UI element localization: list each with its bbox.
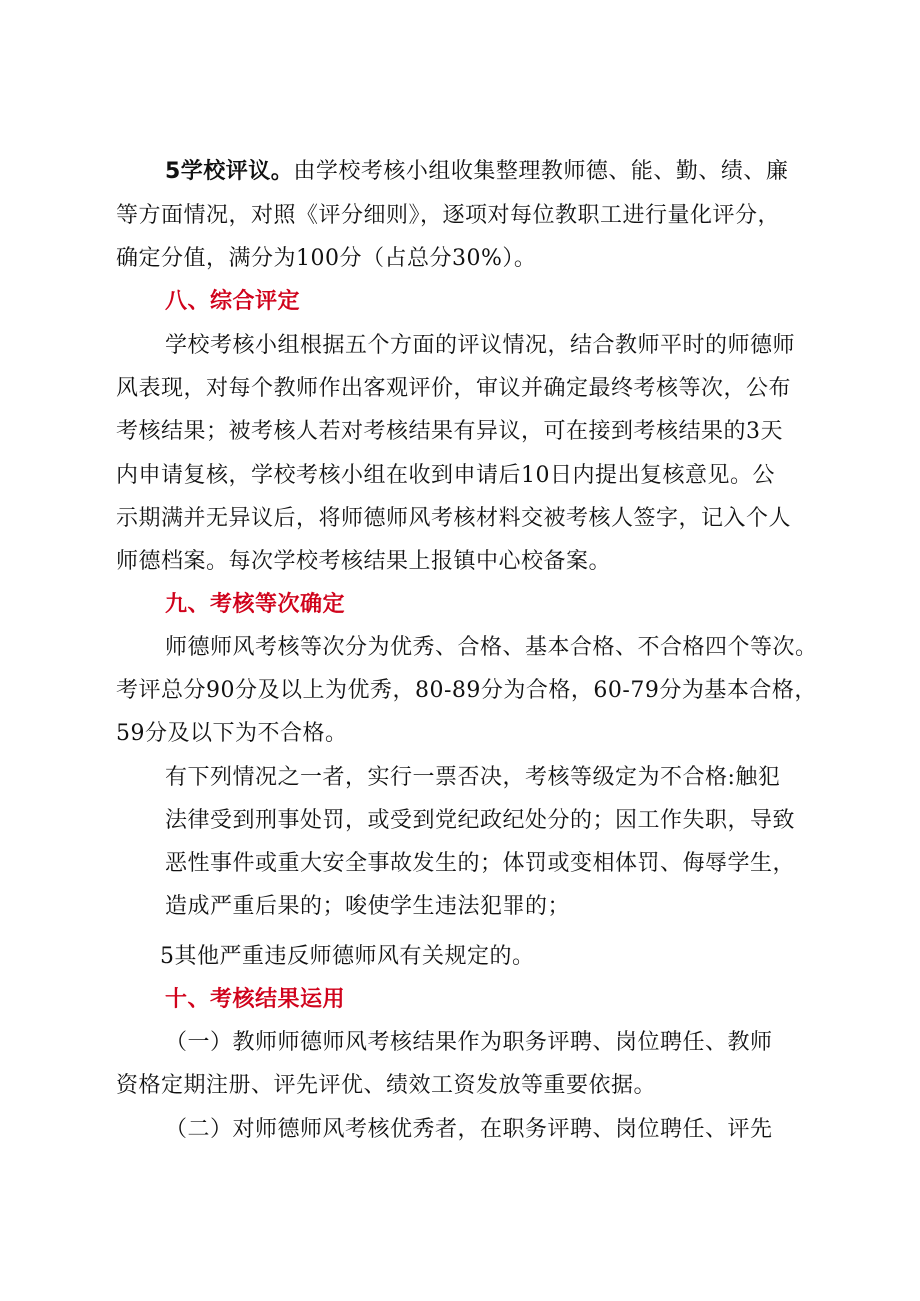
section8-line-5: 示期满并无异议后，将师德师风考核材料交被考核人签字，记入个人 — [116, 506, 792, 531]
section9-veto-line-4: 造成严重后果的；唆使学生违法犯罪的； — [165, 894, 571, 919]
section8-heading: 八、综合评定 — [165, 289, 301, 314]
section8-line-3: 考核结果；被考核人若对考核结果有异议，可在接到考核结果的3天 — [116, 419, 783, 444]
section5-line-2: 等方面情况，对照《评分细则》，逐项对每位教职工进行量化评分， — [116, 203, 781, 228]
section9-heading: 九、考核等次确定 — [165, 592, 346, 617]
section8-line-2: 风表现，对每个教师作出客观评价，审议并确定最终考核等次，公布 — [116, 376, 792, 401]
section8-line-4: 内申请复核，学校考核小组在收到申请后10日内提出复核意见。公 — [116, 463, 775, 488]
section9-item-5: 5其他严重违反师德师风有关规定的。 — [160, 944, 535, 969]
section5-line-1 — [165, 157, 788, 187]
section5-lead: 5学校评议。 — [165, 159, 294, 184]
section10-heading: 十、考核结果运用 — [165, 987, 346, 1012]
section5-line-3: 确定分值，满分为100分（占总分30%）。 — [116, 246, 537, 271]
section9-line-1: 师德师风考核等次分为优秀、合格、基本合格、不合格四个等次。 — [165, 635, 818, 660]
section10-line-2: 资格定期注册、评先评优、绩效工资发放等重要依据。 — [116, 1073, 657, 1098]
section9-veto-line-3: 恶性事件或重大安全事故发生的；体罚或变相体罚、侮辱学生， — [165, 851, 796, 876]
section8-line-1: 学校考核小组根据五个方面的评议情况，结合教师平时的师德师 — [165, 333, 796, 358]
section9-veto-line-1: 有下列情况之一者，实行一票否决，考核等级定为不合格:触犯 — [165, 765, 781, 790]
section10-line-3: （二）对师德师风考核优秀者，在职务评聘、岗位聘任、评先 — [165, 1117, 773, 1142]
section10-line-1: （一）教师师德师风考核结果作为职务评聘、岗位聘任、教师 — [165, 1030, 773, 1055]
section5-line-1-text: 由学校考核小组收集整理教师德、能、勤、绩、廉 — [293, 159, 789, 184]
section9-veto-line-2: 法律受到刑事处罚，或受到党纪政纪处分的；因工作失职，导致 — [165, 808, 796, 833]
section9-line-3: 59分及以下为不合格。 — [116, 721, 348, 746]
section9-line-2: 考评总分90分及以上为优秀，80-89分为合格，60-79分为基本合格， — [116, 678, 817, 703]
section8-line-6: 师德档案。每次学校考核结果上报镇中心校备案。 — [116, 549, 612, 574]
